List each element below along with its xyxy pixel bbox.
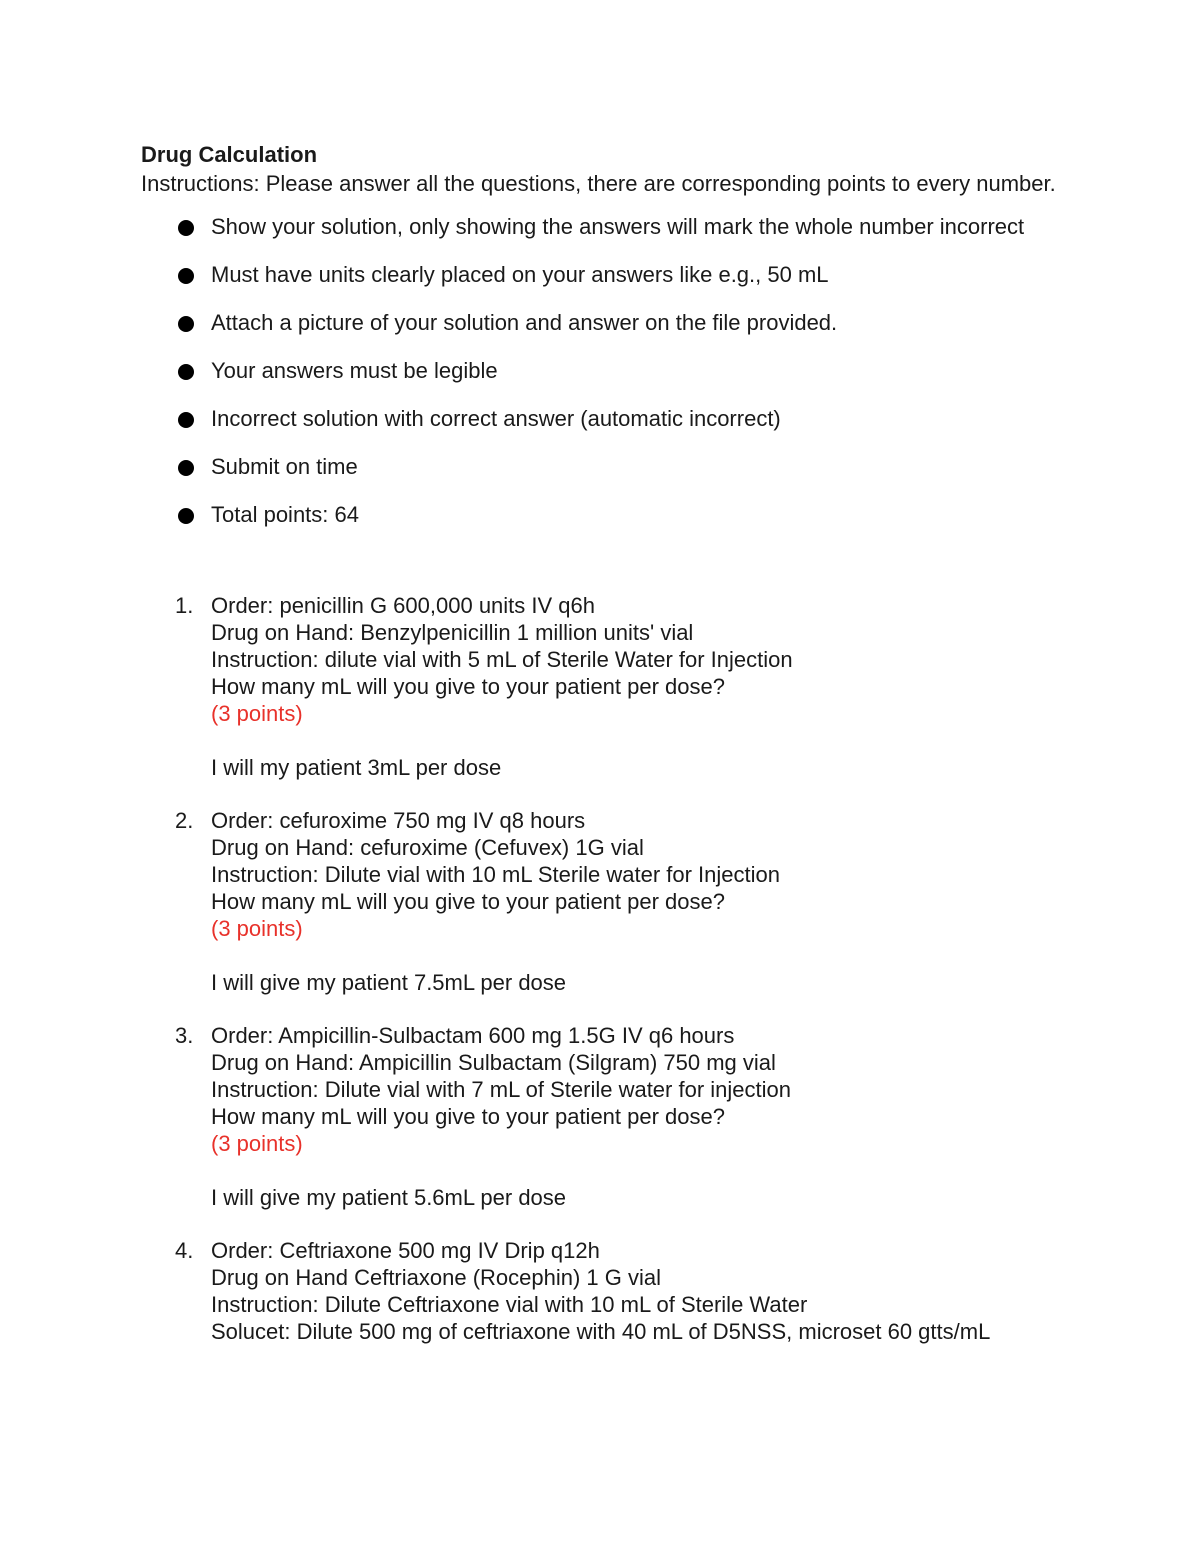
bullet-icon [178,220,194,236]
list-item [141,209,1061,244]
question-number: 4. [175,1238,194,1263]
list-item-text: Incorrect solution with correct answer (automatic incorrect) [211,406,781,431]
list-item-text: Total points: 64 [211,502,359,527]
questions-list [141,592,1061,1345]
question-number: 2. [175,808,194,833]
question-solucet: Solucet: Dilute 500 mg of ceftriaxone with 40 mL of D5NSS, microset 60 gtts/mL [211,1319,991,1344]
requirements-list [141,209,1061,532]
question-drug-on-hand: Drug on Hand: Benzylpenicillin 1 million units' vial [211,620,694,645]
list-item [141,353,1061,388]
question-drug-on-hand: Drug on Hand Ceftriaxone (Rocephin) 1 G vial [211,1265,662,1290]
list-item-text: Submit on time [211,454,358,479]
question-points: (3 points) [211,701,303,726]
question-answer: I will my patient 3mL per dose [211,755,502,780]
bullet-icon [178,268,194,284]
question-3 [141,1022,1061,1211]
question-number: 1. [175,593,194,618]
question-order: Order: Ampicillin-Sulbactam 600 mg 1.5G IV q6 hours [211,1023,735,1048]
list-item-text: Must have units clearly placed on your answers like e.g., 50 mL [211,262,829,287]
list-item [141,449,1061,484]
question-points: (3 points) [211,916,303,941]
question-instruction: Instruction: Dilute Ceftriaxone vial with 10 mL of Sterile Water [211,1292,808,1317]
bullet-icon [178,508,194,524]
document-title: Drug Calculation [141,142,318,167]
question-1 [141,592,1061,781]
question-instruction: Instruction: Dilute vial with 7 mL of Sterile water for injection [211,1077,791,1102]
bullet-icon [178,316,194,332]
question-order: Order: cefuroxime 750 mg IV q8 hours [211,808,586,833]
list-item-text: Show your solution, only showing the answers will mark the whole number incorrect [211,214,1025,239]
list-item-text: Your answers must be legible [211,358,498,383]
instructions-text: Instructions: Please answer all the questions, there are corresponding points to every number. [141,171,1056,196]
bullet-icon [178,460,194,476]
question-answer: I will give my patient 5.6mL per dose [211,1185,567,1210]
bullet-icon [178,412,194,428]
question-prompt: How many mL will you give to your patient per dose? [211,1104,725,1129]
question-points: (3 points) [211,1131,303,1156]
question-4 [141,1237,1061,1345]
list-item [141,257,1061,292]
document-page [141,140,1061,1371]
question-prompt: How many mL will you give to your patient per dose? [211,674,725,699]
list-item [141,401,1061,436]
list-item [141,305,1061,340]
question-order: Order: penicillin G 600,000 units IV q6h [211,593,596,618]
question-order: Order: Ceftriaxone 500 mg IV Drip q12h [211,1238,600,1263]
question-drug-on-hand: Drug on Hand: cefuroxime (Cefuvex) 1G vial [211,835,644,860]
question-2 [141,807,1061,996]
question-instruction: Instruction: Dilute vial with 10 mL Sterile water for Injection [211,862,780,887]
question-answer: I will give my patient 7.5mL per dose [211,970,567,995]
list-item-text: Attach a picture of your solution and answer on the file provided. [211,310,838,335]
question-instruction: Instruction: dilute vial with 5 mL of Sterile Water for Injection [211,647,793,672]
question-drug-on-hand: Drug on Hand: Ampicillin Sulbactam (Silgram) 750 mg vial [211,1050,776,1075]
bullet-icon [178,364,194,380]
question-number: 3. [175,1023,194,1048]
list-item [141,497,1061,532]
question-prompt: How many mL will you give to your patient per dose? [211,889,725,914]
